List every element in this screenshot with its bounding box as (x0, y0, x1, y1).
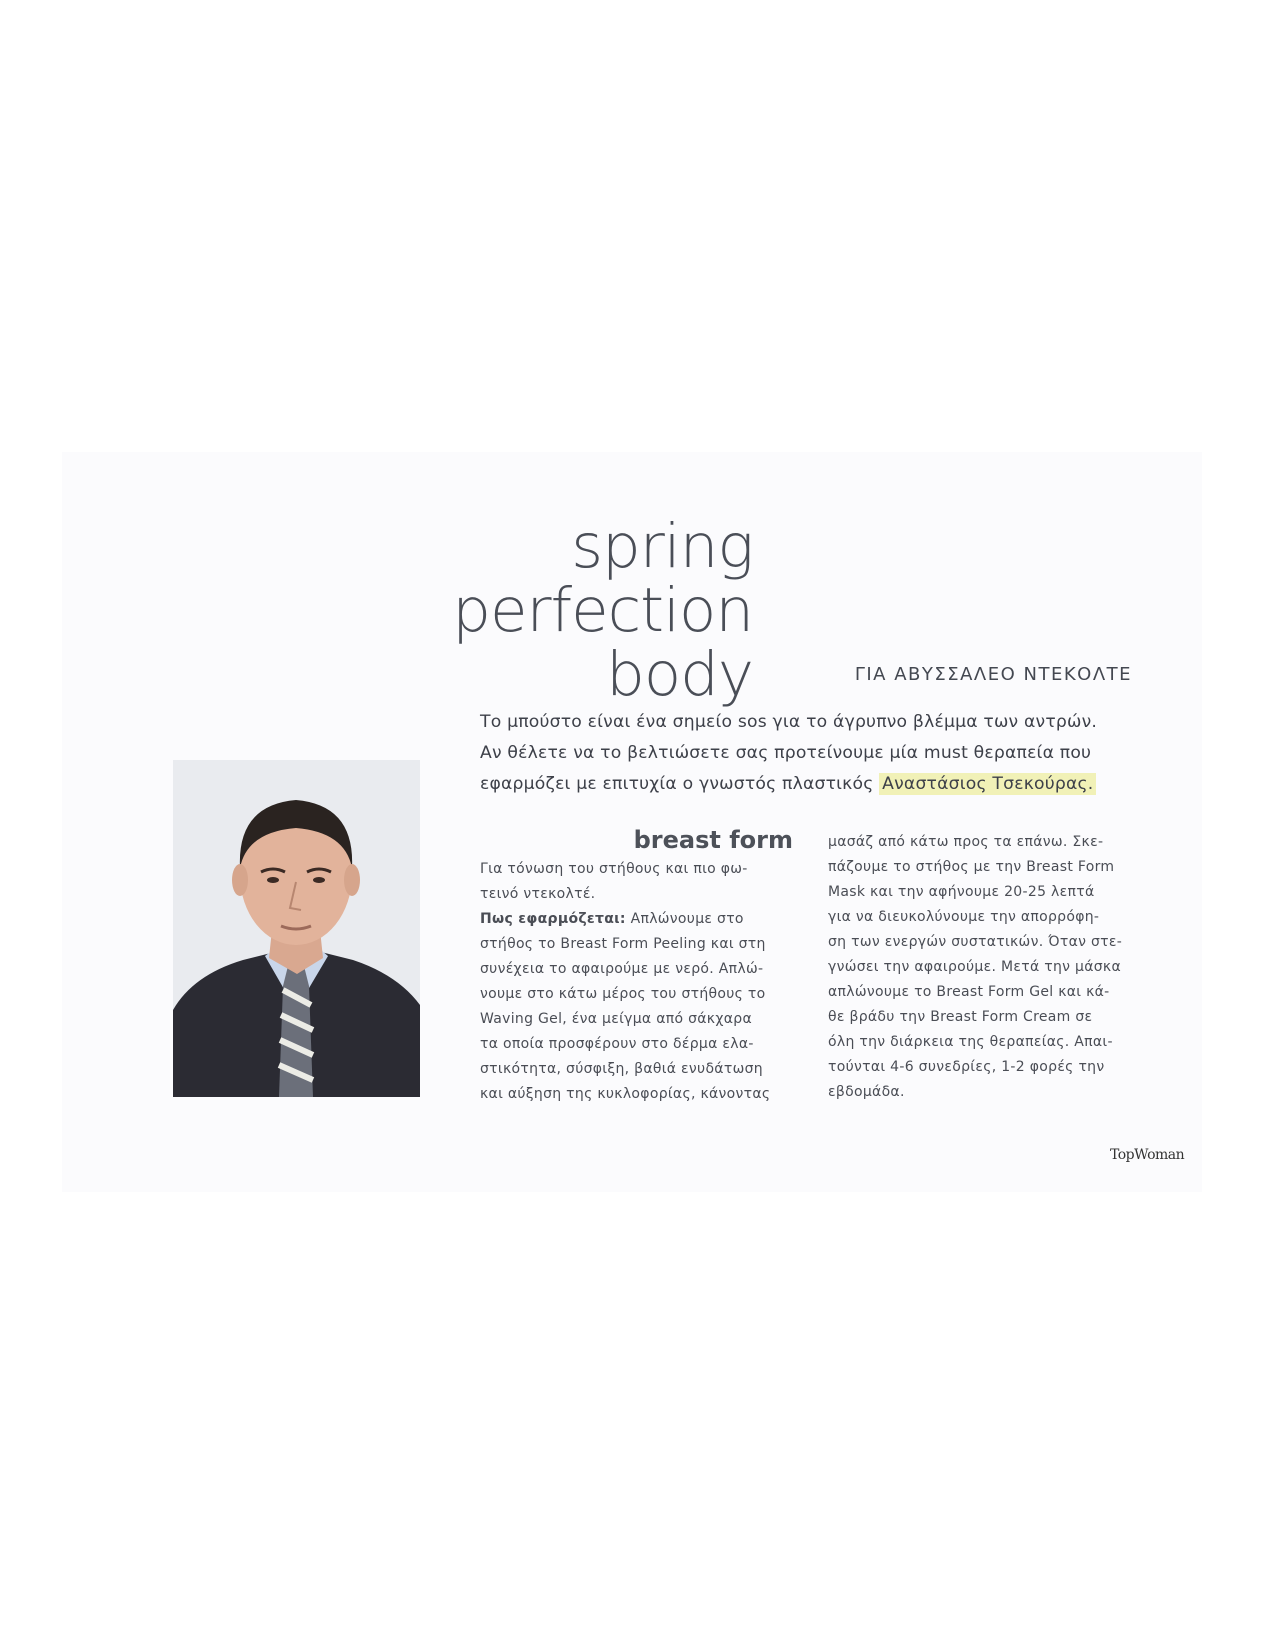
column-line: μασάζ από κάτω προς τα επάνω. Σκε- (828, 834, 1104, 850)
column-line: τούνται 4-6 συνεδρίες, 1-2 φορές την (828, 1059, 1105, 1075)
column-line: γνώσει την αφαιρούμε. Μετά την μάσκα (828, 959, 1122, 975)
portrait-illustration (173, 760, 420, 1097)
title-line-spring: spring (571, 511, 753, 582)
column-line: στικότητα, σύσφιξη, βαθιά ενυδάτωση (480, 1061, 763, 1077)
portrait-photo (173, 760, 420, 1097)
text-column-right (828, 830, 1140, 1105)
column-line: και αύξηση της κυκλοφορίας, κάνοντας (480, 1086, 771, 1102)
column-line: τεινό ντεκολτέ. (480, 886, 596, 902)
column-line: τα οποία προσφέρουν στο δέρμα ελα- (480, 1036, 754, 1052)
intro-line-2: Αν θέλετε να το βελτιώσετε σας προτείνουμε μία must θεραπεία που (480, 743, 1092, 763)
column-line: όλη την διάρκεια της θεραπείας. Απαι- (828, 1034, 1113, 1050)
section-heading: breast form (633, 826, 793, 854)
column-line: Mask και την αφήνουμε 20-25 λεπτά (828, 884, 1095, 900)
article-subtitle: ΓΙΑ ΑΒΥΣΣΑΛΕΟ ΝΤΕΚΟΛΤΕ (854, 664, 1132, 685)
title-line-body: body (606, 639, 753, 710)
article-title (353, 511, 753, 710)
intro-line-3-text: εφαρμόζει με επιτυχία ο γνωστός πλαστικός (480, 774, 880, 794)
column-line: απλώνουμε το Breast Form Gel και κά- (828, 984, 1110, 1000)
intro-paragraph (480, 707, 1140, 800)
column-line-lead-in (480, 907, 792, 932)
magazine-logo: TopWoman (1110, 1147, 1185, 1163)
column-line: νουμε στο κάτω μέρος του στήθους το (480, 986, 766, 1002)
column-line: στήθος το Breast Form Peeling και στη (480, 936, 766, 952)
column-line: ση των ενεργών συστατικών. Όταν στε- (828, 934, 1123, 950)
column-line: Για τόνωση του στήθους και πιο φω- (480, 861, 748, 877)
lead-in-label: Πως εφαρμόζεται: (480, 911, 626, 927)
title-line-perfection: perfection (452, 575, 753, 646)
column-line: Waving Gel, ένα μείγμα από σάκχαρα (480, 1011, 752, 1027)
surgeon-name-highlight: Αναστάσιος Τσεκούρας. (879, 773, 1096, 795)
text-column-left (480, 857, 792, 1107)
intro-line-1: Το μπούστο είναι ένα σημείο sos για το άγρυπνο βλέμμα των αντρών. (480, 712, 1098, 732)
column-line: συνέχεια το αφαιρούμε με νερό. Απλώ- (480, 961, 764, 977)
column-line: εβδομάδα. (828, 1084, 905, 1100)
lead-in-text: Απλώνουμε στο (625, 911, 744, 927)
intro-line-3 (480, 769, 1140, 800)
column-line: για να διευκολύνουμε την απορρόφη- (828, 909, 1100, 925)
column-line: πάζουμε το στήθος με την Breast Form (828, 859, 1115, 875)
column-line: θε βράδυ την Breast Form Cream σε (828, 1009, 1093, 1025)
